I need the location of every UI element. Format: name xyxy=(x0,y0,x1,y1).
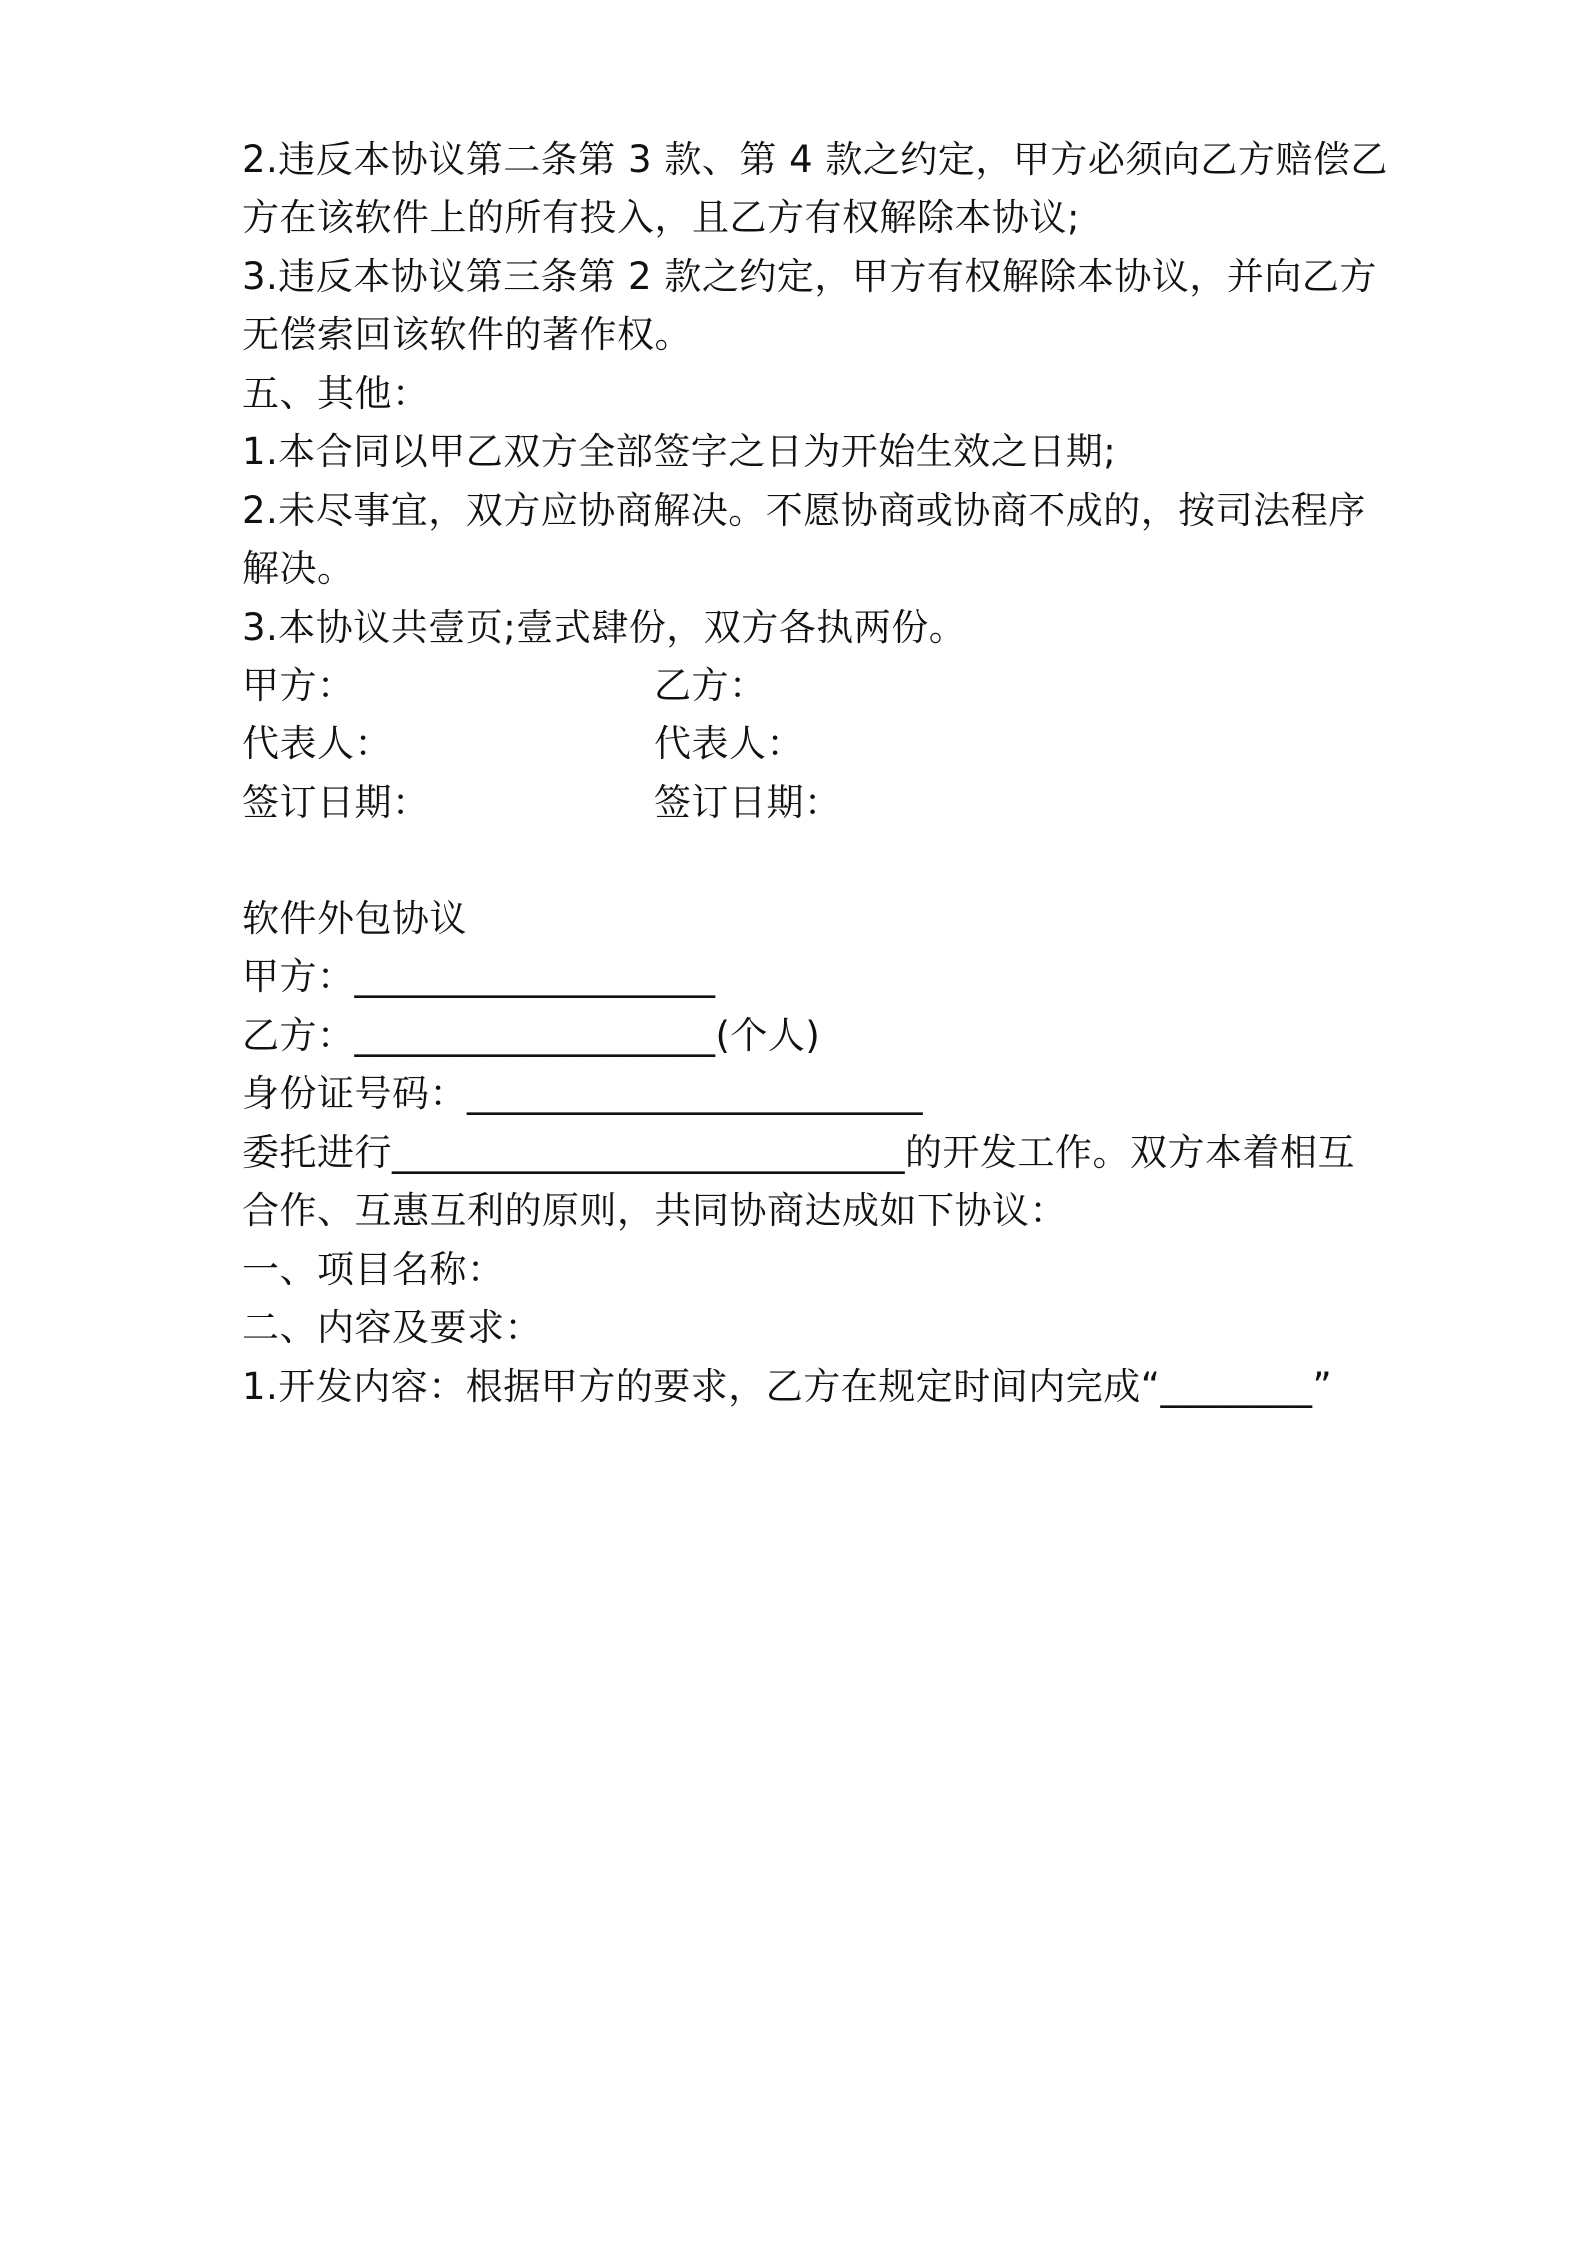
section-5-heading: 五、其他： xyxy=(242,372,430,415)
party-a-label: 甲方： xyxy=(242,664,355,707)
signature-row-representative xyxy=(242,720,1362,768)
intro-line-1: 委托进行___________________________的开发工作。双方本着相互 xyxy=(242,1131,1355,1174)
signature-row-date xyxy=(242,779,1362,827)
rep-b-label: 代表人： xyxy=(654,722,804,765)
party-a-field: 甲方：___________________ xyxy=(242,955,716,998)
clause-5-1: 1.本合同以甲乙双方全部签字之日为开始生效之日期; xyxy=(242,430,1117,473)
second-document-title: 软件外包协议 xyxy=(242,897,467,940)
signature-row-party xyxy=(242,662,1362,710)
intro-line-2: 合作、互惠互利的原则，共同协商达成如下协议： xyxy=(242,1189,1067,1232)
clause-5-2-line-1: 2.未尽事宜，双方应协商解决。不愿协商或协商不成的，按司法程序 xyxy=(242,489,1366,532)
party-b-label: 乙方： xyxy=(654,664,767,707)
date-a-label: 签订日期： xyxy=(242,781,430,824)
rep-a-label: 代表人： xyxy=(242,722,392,765)
id-number-field: 身份证号码：________________________ xyxy=(242,1072,923,1115)
item-2-1: 1.开发内容：根据甲方的要求，乙方在规定时间内完成“________” xyxy=(242,1365,1333,1408)
party-b-field: 乙方：___________________(个人) xyxy=(242,1014,821,1057)
clause-5-3: 3.本协议共壹页;壹式肆份，双方各执两份。 xyxy=(242,606,967,649)
item-1-heading: 一、项目名称： xyxy=(242,1248,505,1291)
clause-4-2-line-1: 2.违反本协议第二条第 3 款、第 4 款之约定，甲方必须向乙方赔偿乙 xyxy=(242,138,1388,181)
clause-4-3-line-2: 无偿索回该软件的著作权。 xyxy=(242,313,692,356)
clause-4-3-line-1: 3.违反本协议第三条第 2 款之约定，甲方有权解除本协议，并向乙方 xyxy=(242,255,1377,298)
item-2-heading: 二、内容及要求： xyxy=(242,1306,542,1349)
date-b-label: 签订日期： xyxy=(654,781,842,824)
clause-5-2-line-2: 解决。 xyxy=(242,547,355,590)
clause-4-2-line-2: 方在该软件上的所有投入，且乙方有权解除本协议; xyxy=(242,196,1080,239)
